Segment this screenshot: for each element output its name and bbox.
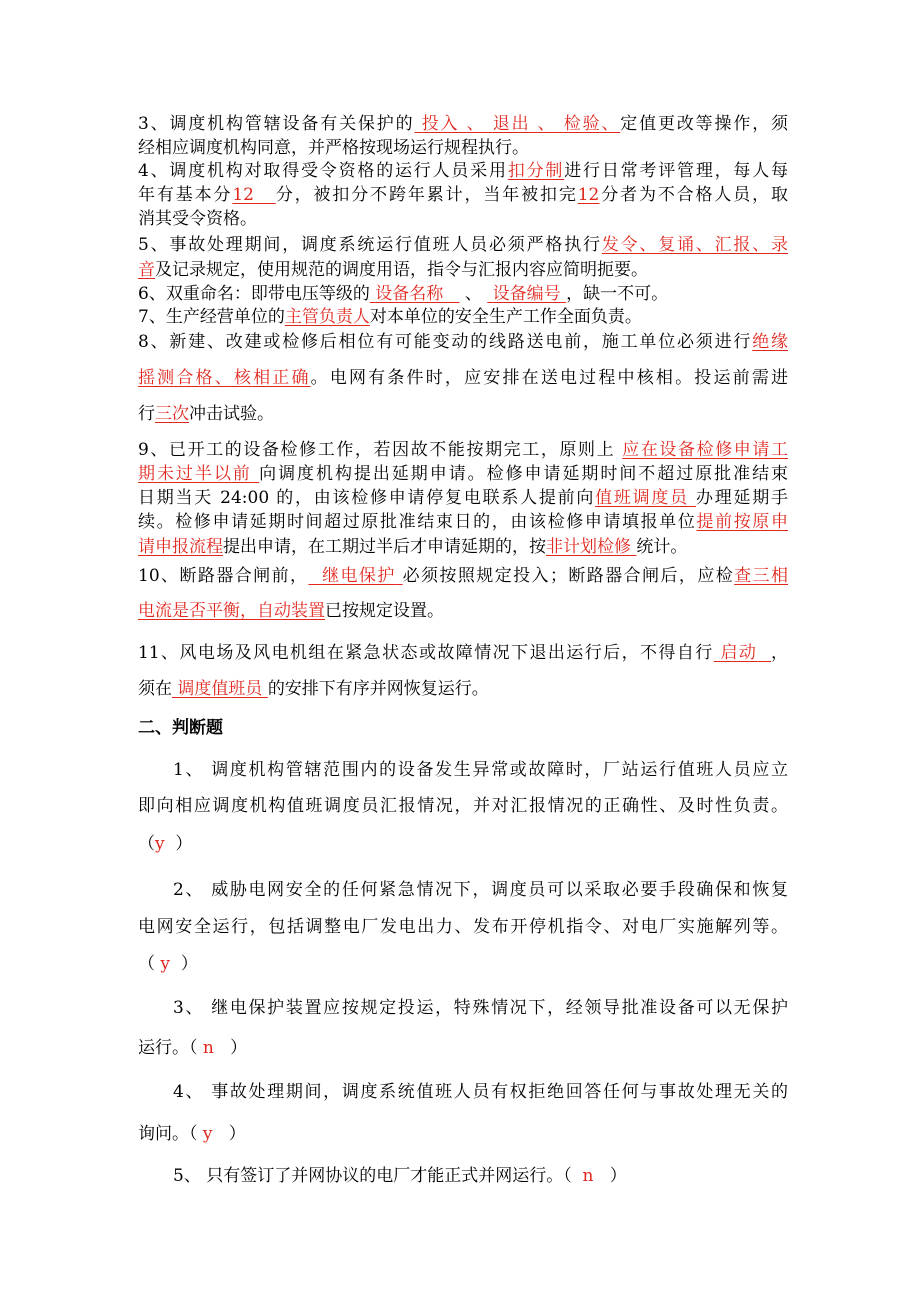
answer-blank: 三次 [155, 404, 189, 424]
answer-blank: 12 [232, 185, 254, 205]
answer-blank: 电流是否平衡，自动装置 [138, 601, 325, 621]
tf-answer-mark: y [155, 834, 165, 854]
q6-line-1: 6、双重命名：即带电压等级的 设备名称 、 设备编号 ，缺一不可。 [138, 284, 669, 304]
q9-line-2: 期未过半以前 向调度机构提出延期申请。检修申请延期时间不超过原批准结束 [138, 464, 789, 484]
q4-line-1: 4、调度机构对取得受令资格的运行人员采用扣分制进行日常考评管理，每人每 [138, 161, 789, 181]
answer-blank: 设备名称 [375, 284, 444, 304]
q8-line-2: 摇测合格、核相正确。电网有条件时，应安排在送电过程中核相。投运前需进 [138, 368, 789, 388]
q7-line-1: 7、生产经营单位的主管负责人对本单位的安全生产工作全面负责。 [138, 307, 642, 327]
answer-blank: 扣分制 [507, 161, 565, 181]
answer-blank: 设备编号 [492, 284, 561, 304]
q5-line-1: 5、事故处理期间，调度系统运行值班人员必须严格执行发令、复诵、汇报、录 [138, 235, 788, 255]
answer-blank: 摇测合格、核相正确 [138, 368, 311, 388]
answer-blank: 主管负责人 [284, 307, 370, 327]
answer-blank: 发令、复诵、汇报、录 [601, 235, 788, 255]
answer-blank: 非计划检修 [546, 537, 631, 557]
tf1-line-2: 即向相应调度机构值班调度员汇报情况，并对汇报情况的正确性、及时性负责。 [138, 796, 788, 816]
tf-answer-mark: y [202, 1124, 213, 1144]
q3-line-1: 3、调度机构管辖设备有关保护的 投入 、 退出 、 检验、定值更改等操作，须 [138, 114, 789, 134]
section-heading-tf: 二、判断题 [138, 718, 223, 738]
tf2-answer: （ y ） [138, 954, 198, 974]
answer-blank: 调度值班员 [177, 679, 263, 699]
q3-line-2: 经相应调度机构同意，并严格按现场运行规程执行。 [138, 138, 529, 158]
tf-answer-mark: n [202, 1038, 214, 1058]
answer-blank: 检验、 [563, 114, 621, 134]
tf5-line-1: 5、 只有签订了并网协议的电厂才能正式并网运行。（ n ） [173, 1166, 627, 1186]
answer-blank: 音 [138, 260, 155, 280]
tf4-line-2: 询问。（ y ） [138, 1124, 246, 1144]
answer-blank: 提前按原申 [696, 512, 789, 532]
q9-line-5: 请申报流程提出申请，在工期过半后才申请延期的，按非计划检修 统计。 [138, 537, 688, 557]
answer-blank: 应在设备检修申请工 [622, 440, 788, 460]
q8-line-1: 8、新建、改建或检修后相位有可能变动的线路送电前，施工单位必须进行绝缘 [138, 332, 788, 352]
q10-line-2: 电流是否平衡，自动装置已按规定设置。 [138, 601, 444, 621]
answer-blank: 12 [577, 185, 600, 205]
answer-blank: 继电保护 [322, 566, 396, 586]
tf1-line-1: 1、 调度机构管辖范围内的设备发生异常或故障时，厂站运行值班人员应立 [173, 760, 788, 780]
tf3-line-2: 运行。（ n ） [138, 1038, 248, 1058]
answer-blank: 退出 [492, 114, 531, 134]
q5-line-2: 音及记录规定，使用规范的调度用语，指令与汇报内容应简明扼要。 [138, 260, 648, 280]
q8-line-3: 行三次冲击试验。 [138, 404, 274, 424]
tf1-answer: （y ） [138, 834, 193, 854]
tf2-line-2: 电网安全运行，包括调整电厂发电出力、发布开停机指令、对电厂实施解列等。 [138, 917, 788, 937]
q11-line-2: 须在 调度值班员 的安排下有序并网恢复运行。 [138, 679, 489, 699]
q10-line-1: 10、断路器合闸前， 继电保护 必须按照规定投入；断路器合闸后，应检查三相 [138, 566, 789, 586]
tf3-line-1: 3、 继电保护装置应按规定投运，特殊情况下，经领导批准设备可以无保护 [173, 998, 788, 1018]
answer-blank: 查三相 [734, 566, 789, 586]
q9-line-4: 续。检修申请延期时间超过原批准结束日的，由该检修申请填报单位提前按原申 [138, 512, 789, 532]
answer-blank: 请申报流程 [138, 537, 223, 557]
tf-answer-mark: n [582, 1166, 594, 1186]
answer-blank: 值班调度员 [595, 488, 689, 508]
tf2-line-1: 2、 威胁电网安全的任何紧急情况下，调度员可以采取必要手段确保和恢复 [173, 880, 788, 900]
q4-line-2: 年有基本分12 分，被扣分不跨年累计，当年被扣完12分者为不合格人员，取 [138, 185, 789, 205]
q9-line-3: 日期当天 24:00 的，由该检修申请停复电联系人提前向值班调度员 办理延期手 [138, 488, 789, 508]
q9-line-1: 9、已开工的设备检修工作，若因故不能按期完工，原则上 应在设备检修申请工 [138, 440, 788, 460]
q11-line-1: 11、风电场及风电机组在紧急状态或故障情况下退出运行后，不得自行 启动 ， [138, 643, 788, 663]
answer-blank: 启动 [720, 643, 758, 663]
answer-blank: 绝缘 [752, 332, 788, 352]
answer-blank: 投入 [421, 114, 460, 134]
answer-blank: 期未过半以前 [138, 464, 252, 484]
q4-line-3: 消其受令资格。 [138, 209, 257, 229]
tf-answer-mark: y [160, 954, 171, 974]
tf4-line-1: 4、 事故处理期间，调度系统值班人员有权拒绝回答任何与事故处理无关的 [173, 1082, 788, 1102]
